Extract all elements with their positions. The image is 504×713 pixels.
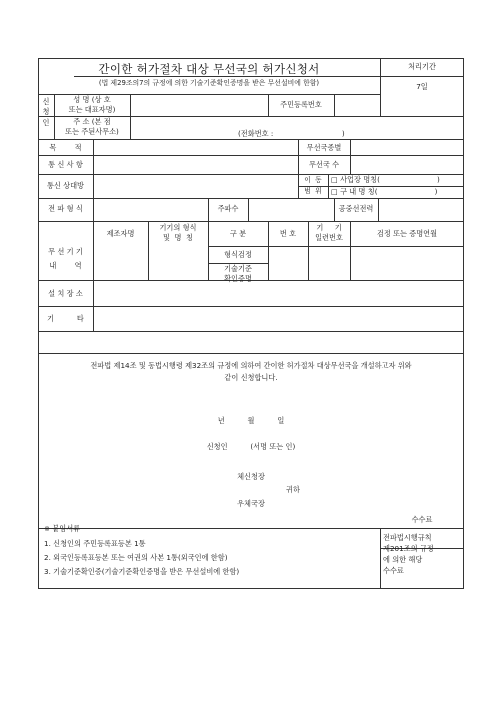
communication-matters-label: 통 신 사 항	[48, 160, 83, 169]
application-date: 년 월 일	[217, 416, 285, 425]
application-form	[38, 58, 464, 588]
station-type-label: 무선국종별	[306, 143, 342, 152]
attachment-item: 2. 외국인등록표등본 또는 여권의 사본 1통(외국인에 한함)	[44, 553, 228, 562]
resident-number-label: 주민등록번호	[280, 100, 322, 109]
form-title: 간이한 허가절차 대상 무선국의 허가신청서	[98, 62, 320, 76]
etc-label: 기 타	[47, 314, 84, 323]
serial-header: 기 기 일련번호	[315, 223, 343, 243]
antenna-power-label: 공중선전력	[338, 204, 374, 213]
phone-number-field[interactable]: (전화번호 : )	[238, 129, 345, 138]
cert-date-header: 검정 또는 증명연월	[376, 229, 438, 238]
attachment-item: 1. 신청인의 주민등록표등본 1통	[44, 539, 146, 548]
applicant-side-label: 신 청 인	[42, 97, 50, 127]
frequency-label: 주파수	[217, 204, 239, 213]
domestic-name-checkbox[interactable]: □ 구 내 명 칭( )	[331, 187, 438, 196]
fee-label: 수수료	[411, 515, 433, 524]
recipient-postal-office: 체신청장	[237, 472, 265, 481]
address-label: 주 소 (본 점 또는 주된사무소)	[65, 117, 119, 136]
number-header: 번 호	[279, 229, 297, 238]
category-header: 구 분	[229, 229, 247, 238]
applicant-signature: 신청인 (서명 또는 인)	[206, 442, 296, 451]
tech-cert-label: 기술기준 확인증명	[224, 264, 252, 283]
model-header: 기기의 형식 및 명 칭	[159, 223, 197, 243]
comm-partner-label: 통신 상대방	[46, 181, 84, 190]
emission-type-label: 전 파 형 식	[48, 204, 83, 213]
form-subtitle: (법 제29조의7의 규정에 의한 기술기준확인증명을 받은 무선설비에 한함)	[98, 79, 320, 87]
declaration-text: 전파법 제14조 및 동법시행령 제32조의 규정에 의하여 간이한 허가절차 대상무선국을 개설하고자 위와 같이 신청합니다.	[90, 361, 412, 383]
manufacturer-header: 제조자명	[106, 229, 135, 238]
attachments-heading: ※ 붙임서류	[44, 524, 81, 533]
install-location-label: 설 치 장 소	[48, 289, 83, 298]
processing-period-value: 7일	[416, 82, 428, 91]
name-label: 성 명 (상 호 또는 대표자명)	[68, 95, 116, 114]
honorific: 귀하	[286, 485, 300, 494]
purpose-label: 목 적	[49, 143, 82, 152]
station-count-label: 무선국 수	[308, 160, 340, 169]
fee-text: 전파법시행규칙 제201조의 규정 에 의한 해당 수수료	[383, 533, 434, 576]
business-name-checkbox[interactable]: □ 사업장 명칭( )	[331, 175, 440, 184]
processing-period-label: 처리기간	[408, 62, 436, 71]
type-approval-label: 형식검정	[224, 250, 252, 259]
movement-range-label: 이 동 범 위	[304, 176, 322, 195]
recipient-post-office: 우체국장	[237, 499, 265, 508]
equipment-side-label: 무 선 기 기 내 역	[48, 247, 83, 270]
attachment-item: 3. 기술기준확인증(기술기준확인증명을 받은 무선설비에 한함)	[44, 567, 240, 576]
